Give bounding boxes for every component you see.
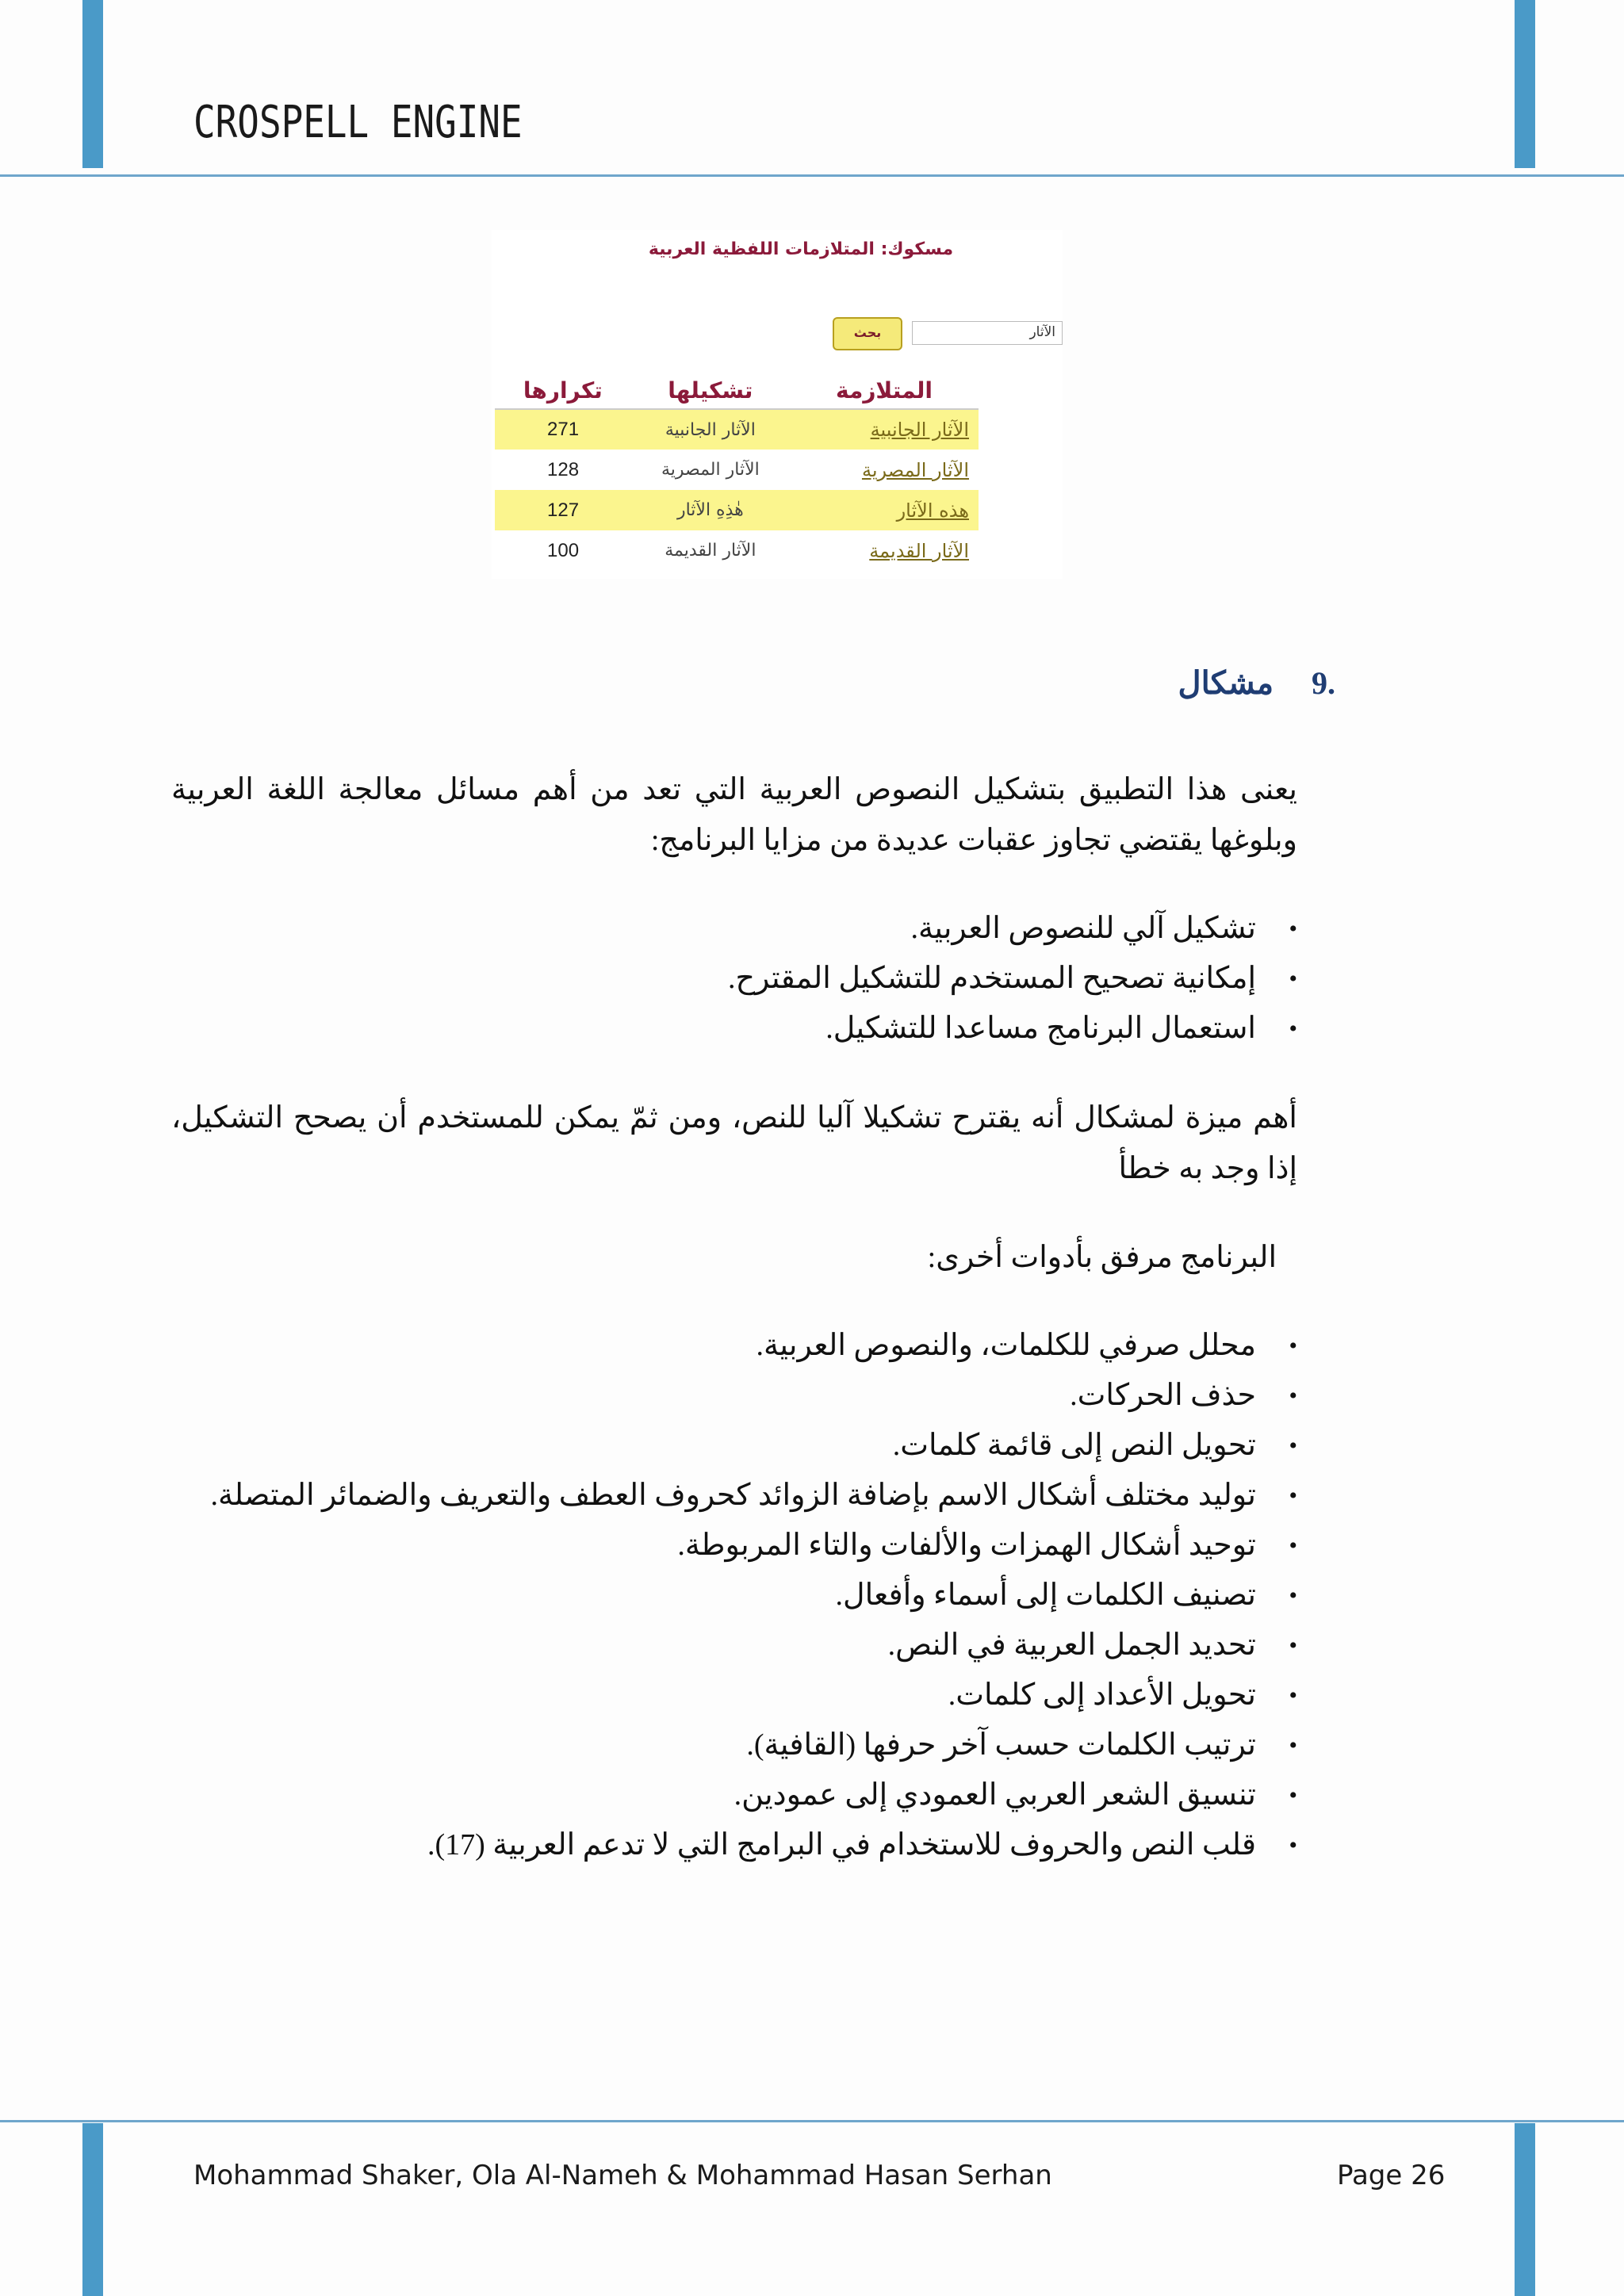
list-item: • توليد مختلف أشكال الاسم بإضافة الزوائد كحروف العطف والتعريف والضمائر المتصلة.: [171, 1471, 1297, 1521]
embedded-screenshot: [492, 230, 1063, 579]
collocation-link[interactable]: الآثار القديمة: [869, 539, 969, 562]
list-item: • تحويل الأعداد إلى كلمات.: [171, 1670, 1297, 1720]
table-row: [495, 409, 979, 450]
list-item: • محلل صرفي للكلمات، والنصوص العربية.: [171, 1321, 1297, 1371]
list-item: • تحديد الجمل العربية في النص.: [171, 1621, 1297, 1670]
features-list: [171, 904, 1297, 1054]
collocation-link[interactable]: الآثار المصرية: [861, 458, 969, 481]
header-title: CROSPELL ENGINE: [193, 97, 523, 148]
search-input[interactable]: الآثار: [912, 321, 1063, 345]
collocation-link[interactable]: الآثار الجانبية: [790, 409, 979, 450]
list-item: • استعمال البرنامج مساعدا للتشكيل.: [171, 1004, 1297, 1054]
collocation-link[interactable]: هذه الآثار: [790, 490, 979, 530]
header-left-bar: [82, 0, 103, 168]
list-item: • حذف الحركات.: [171, 1371, 1297, 1421]
vocalized-form: الآثار المصرية: [661, 460, 760, 480]
frequency-value: 128: [547, 458, 580, 480]
column-header-vocalization: تشكيلها: [631, 373, 790, 409]
frequency-value: 271: [495, 409, 631, 450]
table-row: [495, 490, 979, 530]
screenshot-title: مسكوك: المتلازمات اللفظية العربية: [648, 239, 954, 259]
tools-list: [171, 1321, 1297, 1870]
list-item: • تشكيل آلي للنصوص العربية.: [171, 904, 1297, 954]
page-number: Page 26: [1337, 2160, 1446, 2191]
footer-right-bar: [1515, 2123, 1535, 2296]
header-rule: [0, 174, 1624, 177]
search-button[interactable]: بحث: [833, 317, 902, 350]
list-item: • تنسيق الشعر العربي العمودي إلى عمودين.: [171, 1770, 1297, 1820]
tools-paragraph: البرنامج مرفق بأدوات أخرى:: [927, 1241, 1277, 1274]
table-row: [495, 450, 979, 490]
list-item: • تصنيف الكلمات إلى أسماء وأفعال.: [171, 1571, 1297, 1621]
vocalized-form: الآثار الجانبية: [631, 409, 790, 450]
footer-left-bar: [82, 2123, 103, 2296]
header-right-bar: [1515, 0, 1535, 168]
footer-rule: [0, 2120, 1624, 2122]
feature-paragraph: أهم ميزة لمشكال أنه يقترح تشكيلا آليا للنص، ومن ثمّ يمكن للمستخدم أن يصحح التشكيل، إذا وجد به خطأ: [171, 1101, 1297, 1185]
list-item: • توحيد أشكال الهمزات والألفات والتاء المربوطة.: [171, 1521, 1297, 1571]
results-table: [495, 373, 979, 571]
list-item: • إمكانية تصحيح المستخدم للتشكيل المقترح.: [171, 954, 1297, 1004]
list-item: • قلب النص والحروف للاستخدام في البرامج التي لا تدعم العربية (17).: [171, 1820, 1297, 1870]
column-header-collocation: المتلازمة: [790, 373, 979, 409]
table-header-row: [495, 373, 979, 409]
section-number: .9: [1312, 665, 1335, 701]
list-item: • ترتيب الكلمات حسب آخر حرفها (القافية).: [171, 1720, 1297, 1770]
section-title: مشكال: [1178, 665, 1274, 701]
frequency-value: 100: [547, 539, 580, 561]
list-item: • تحويل النص إلى قائمة كلمات.: [171, 1421, 1297, 1471]
vocalized-form: هٰذِهِ الآثار: [631, 490, 790, 530]
column-header-frequency: تكرارها: [495, 373, 631, 409]
footer-authors: Mohammad Shaker, Ola Al-Nameh & Mohammad Hasan Serhan: [193, 2160, 1052, 2191]
table-row: [495, 530, 979, 571]
intro-paragraph: يعنى هذا التطبيق بتشكيل النصوص العربية التي تعد من أهم مسائل معالجة اللغة العربية وبلوغها يقتضي تجاوز عقبات عديدة من مزايا البرنامج:: [171, 773, 1297, 857]
section-heading: [1178, 664, 1335, 702]
frequency-value: 127: [495, 490, 631, 530]
vocalized-form: الآثار القديمة: [665, 541, 756, 561]
